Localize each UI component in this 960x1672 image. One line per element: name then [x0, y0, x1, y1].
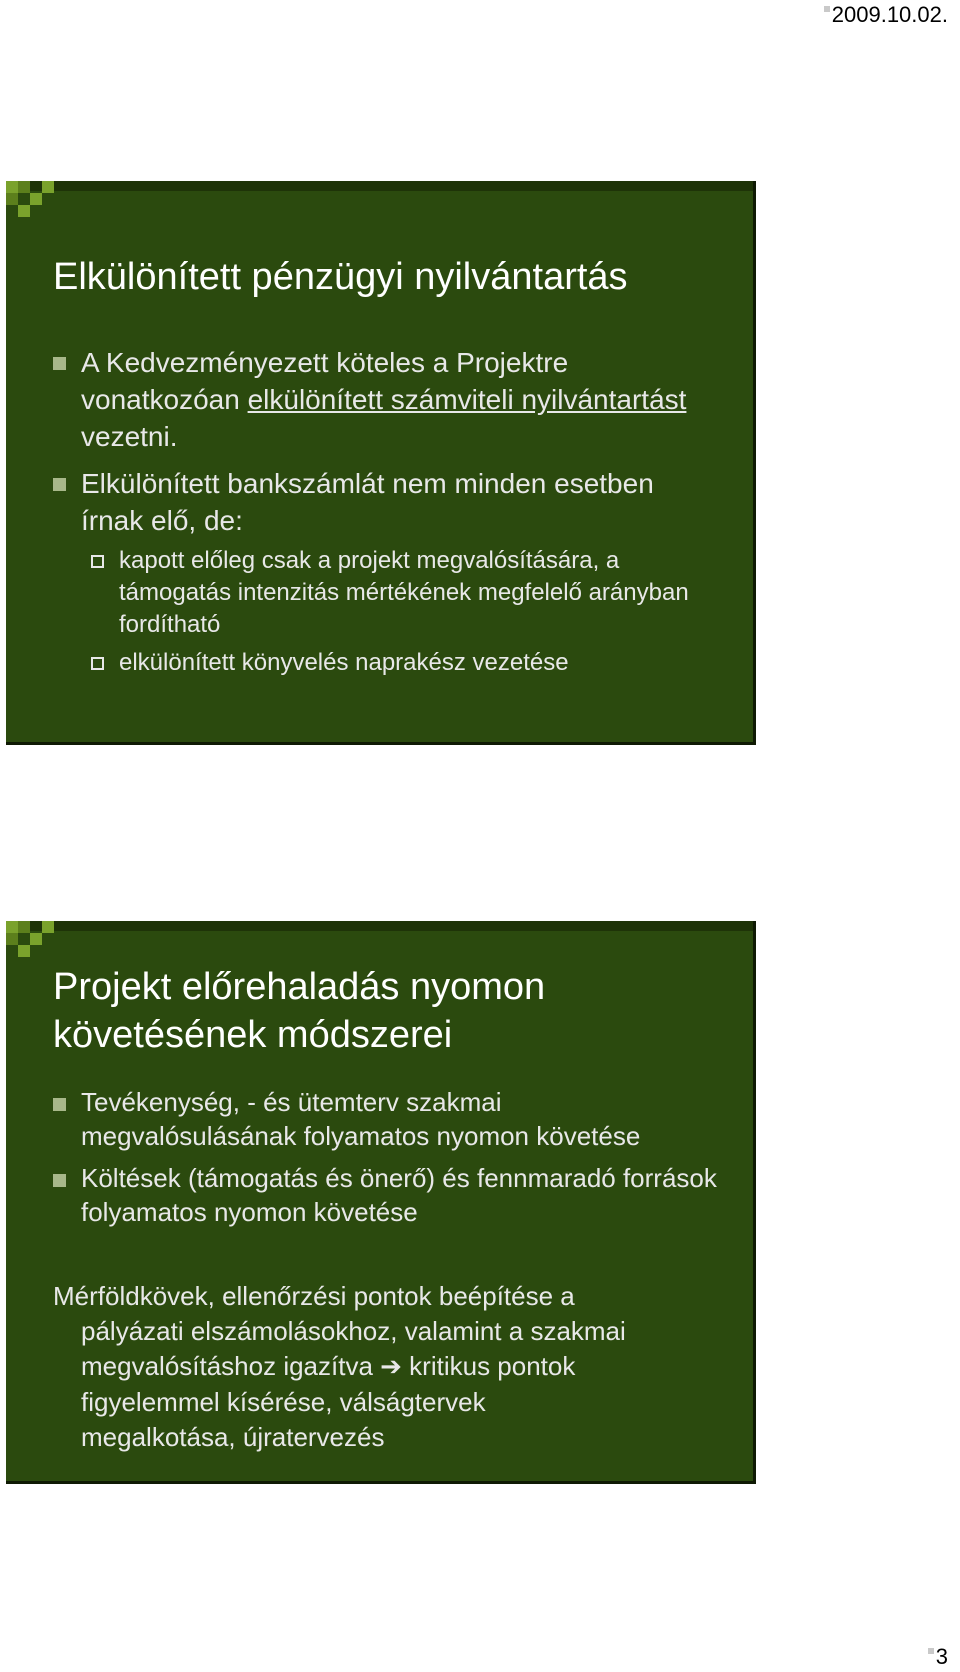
page-number: [928, 1644, 948, 1670]
hollow-square-bullet-icon: [91, 657, 104, 670]
bullet-text: A Kedvezményezett köteles a Projektre vonatkozóan: [81, 347, 569, 415]
slide-2-title: Projekt előrehaladás nyomon követésének módszerei: [53, 966, 546, 1056]
sub-bullet: [91, 647, 723, 679]
bullet-text: vezetni.: [81, 421, 178, 452]
bullet-text: Elkülönített bankszámlát nem minden esetben írnak elő, de:: [81, 468, 654, 536]
slide-2-bullet-1: [53, 1085, 723, 1153]
paragraph-line: megalkotása, újratervezés: [81, 1422, 385, 1452]
page-number-text: 3: [935, 1644, 948, 1669]
page-marker-icon: [928, 1648, 934, 1654]
slide-1-bullet-list: [53, 344, 723, 689]
slide-1-bullet-1: [53, 344, 723, 455]
sub-bullet-text: kapott előleg csak a projekt megvalósítására, a támogatás intenzitás mértékének megfelelő arányban fordítható: [119, 547, 689, 638]
hollow-square-bullet-icon: [91, 555, 104, 568]
square-bullet-icon: [53, 357, 66, 370]
square-bullet-icon: [53, 478, 66, 491]
paragraph-line: pályázati elszámolásokhoz, valamint a szakmai: [81, 1316, 626, 1346]
paragraph-text: megvalósításhoz igazítva: [81, 1351, 381, 1381]
slide-1: [6, 181, 756, 745]
page-date-text: 2009.10.02.: [831, 2, 948, 27]
page-date: [824, 2, 948, 28]
bullet-text: Tevékenység, - és ütemterv szakmai megvalósulásának folyamatos nyomon követése: [81, 1087, 641, 1151]
square-bullet-icon: [53, 1174, 66, 1187]
slide-1-sub-list: [91, 545, 723, 679]
paragraph-text: kritikus pontok: [401, 1351, 576, 1381]
slide-2-bullet-2: [53, 1161, 723, 1229]
sub-bullet: [91, 545, 723, 641]
date-marker-icon: [824, 6, 830, 12]
slide-1-title: Elkülönített pénzügyi nyilvántartás: [53, 256, 628, 298]
slide-2-paragraph: [53, 1279, 723, 1455]
slide-topbar: [6, 921, 753, 931]
sub-bullet-text: elkülönített könyvelés naprakész vezetése: [119, 649, 569, 676]
paragraph-line: Mérföldkövek, ellenőrzési pontok beépítése a: [53, 1281, 575, 1311]
underlined-text: elkülönített számviteli nyilvántartást: [247, 384, 687, 415]
paragraph-line: [53, 1349, 723, 1385]
slide-topbar: [6, 181, 753, 191]
arrow-right-icon: ➔: [380, 1352, 402, 1382]
slide-1-bullet-2: [53, 465, 723, 679]
square-bullet-icon: [53, 1098, 66, 1111]
slide-2-bullet-list: [53, 1085, 723, 1237]
paragraph-line: figyelemmel kísérése, válságtervek: [81, 1387, 486, 1417]
bullet-text: Költések (támogatás és önerő) és fennmaradó források folyamatos nyomon követése: [81, 1163, 717, 1227]
slide-2: [6, 921, 756, 1484]
